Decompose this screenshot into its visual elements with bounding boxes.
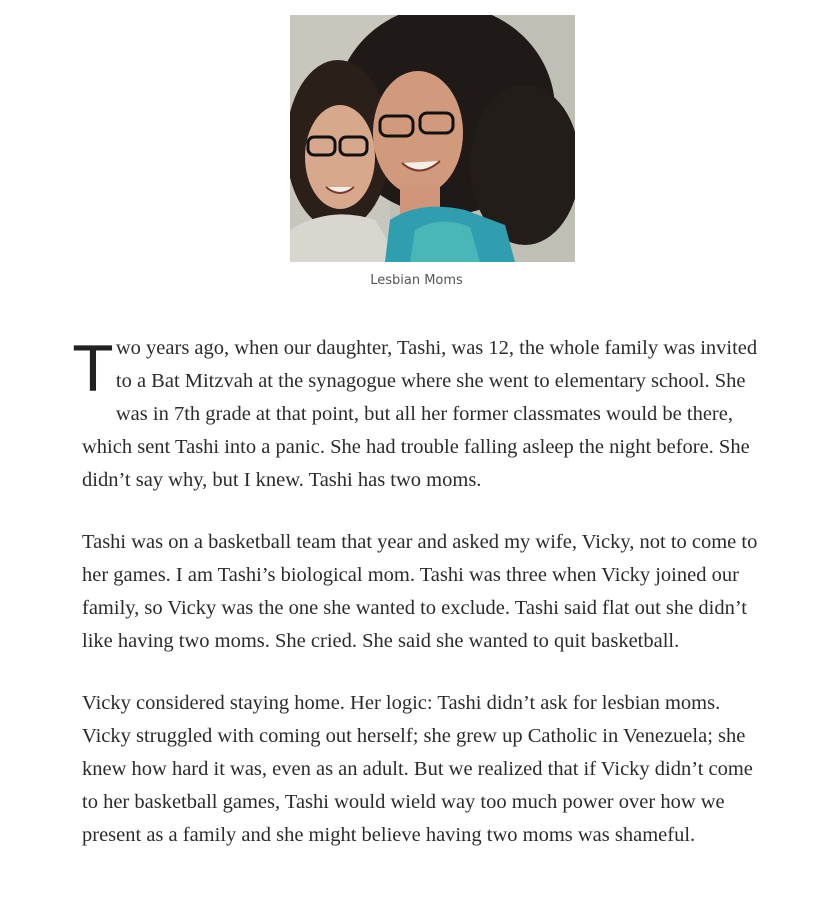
paragraph-1: [74, 332, 772, 497]
drop-cap: T: [74, 333, 112, 406]
paragraph-1-text: wo years ago, when our daughter, Tashi, was 12, the whole family was invited to a Bat Mitzvah at the synagogue where she went to elementary school. She was in 7th grade at that point, but all her former classmates would be there, which sent Tashi into a panic. She had trouble falling asleep the night before. She didn’t say why, but I knew. Tashi has two moms.: [82, 337, 758, 491]
article-photo: [290, 15, 575, 262]
figure-caption: Lesbian Moms: [370, 273, 463, 288]
article-body: [74, 332, 772, 881]
paragraph-2: Tashi was on a basketball team that year and asked my wife, Vicky, not to come to her games. I am Tashi’s biological mom. Tashi was three when Vicky joined our family, so Vicky was the one she wanted to exclude. Tashi said flat out she didn’t like having two moms. She cried. She said she wanted to quit basketball.: [82, 531, 758, 652]
paragraph-3: Vicky considered staying home. Her logic: Tashi didn’t ask for lesbian moms. Vicky struggled with coming out herself; she grew up Catholic in Venezuela; she knew how hard it was, even as an adult. But we realized that if Vicky didn’t come to her basketball games, Tashi would wield way too much power over how we present as a family and she might believe having two moms was shameful.: [82, 692, 753, 846]
two-women-photo: [290, 15, 575, 262]
